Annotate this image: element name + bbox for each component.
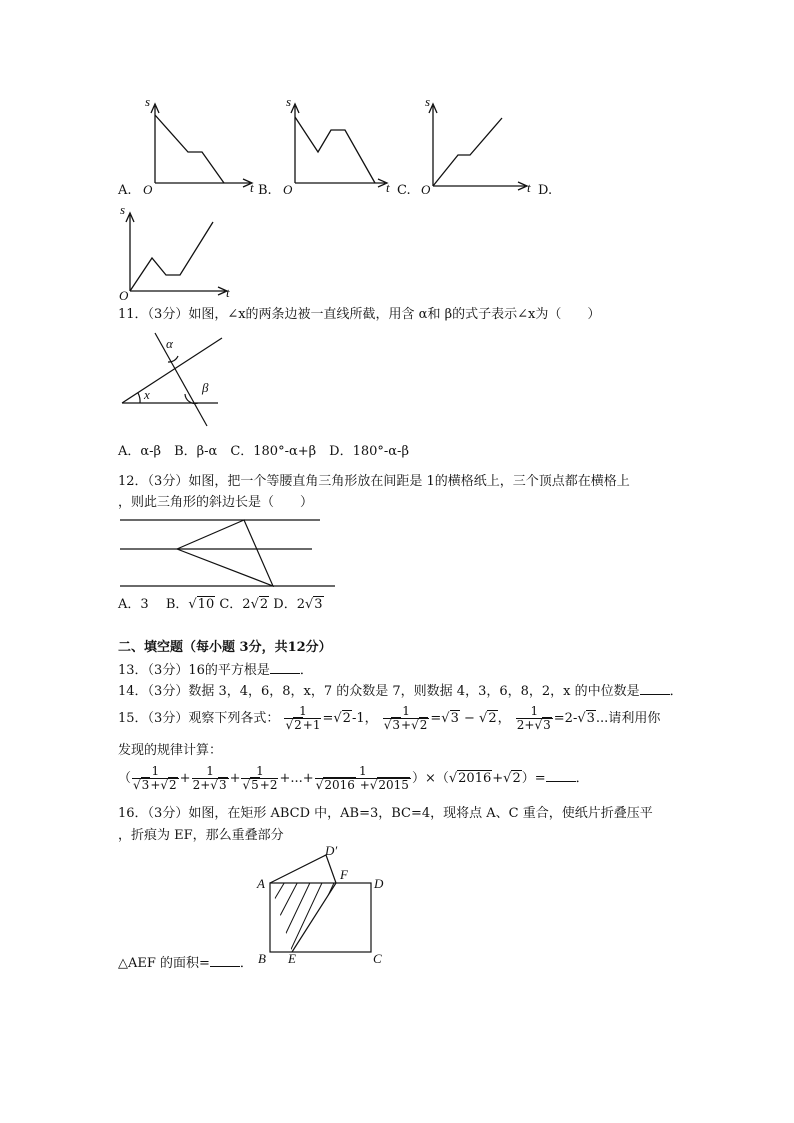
q15-f2-den-b: 2: [419, 718, 428, 732]
q13-stem: 13．（3分）16的平方根是: [118, 663, 270, 678]
q15-mult-b: 2: [512, 771, 521, 786]
q12-option-c: C．2: [219, 597, 251, 612]
q15-f3-denominator: 2+√3: [516, 718, 551, 732]
q16-line2: ，折痕为 EF，那么重叠部分: [118, 828, 284, 843]
q15-f2-rhs-b: 2: [488, 711, 497, 726]
q11-x-label: x: [144, 387, 150, 402]
q15-f2-denominator: √3+√2: [383, 718, 428, 732]
q15-f3-den-b: 3: [543, 718, 551, 732]
q15-ellipsis: +...+: [279, 771, 314, 786]
option-d-label: D.: [538, 183, 553, 198]
q15-end: ．: [575, 771, 589, 786]
q15-f2-rhs-tail: ，: [497, 711, 511, 726]
q12-stem-line1: 12．（3分）如图，把一个等腰直角三角形放在间距是 1的横格纸上，三个顶点都在横格上: [118, 474, 630, 489]
q15-c4-numerator: 1: [358, 764, 367, 778]
q16-line1: 16．（3分）如图，在矩形 ABCD 中，AB=3，BC=4，现将点 A、C 重合，使纸片折叠压平: [118, 806, 653, 821]
q14-stem: 14．（3分）数据 3，4，6，8，x，7 的众数是 7，则数据 4，3，6，8，2，x 的中位数是: [118, 684, 640, 699]
q12-stem-line2: ，则此三角形的斜边长是（ ）: [118, 495, 314, 510]
q15-c1-denominator: √3+√2: [133, 778, 177, 792]
q15-c1-numerator: 1: [151, 764, 160, 778]
q14-end: ．: [669, 684, 683, 699]
q15-f2-rhs-a: 3: [450, 711, 459, 726]
q12-option-c-radicand: 2: [259, 597, 269, 612]
q16-answer: [118, 954, 253, 972]
q15-f3-numerator: 1: [530, 704, 539, 718]
graph-d-origin: O: [119, 288, 129, 303]
graph-d-t-label: t: [226, 285, 230, 300]
option-b-label: B.: [258, 183, 272, 198]
q15-c1-den-a: 3: [141, 778, 150, 792]
q15-c2-den-pre: 2+: [192, 778, 211, 792]
q15-calc-mid: ）×（: [411, 771, 449, 786]
q15-f2-rhs-minus: −: [459, 711, 480, 726]
graph-d-s-label: s: [120, 202, 126, 217]
q16-label-f: F: [340, 867, 348, 882]
q15-c1-den-b: 2: [169, 778, 177, 792]
graph-b-t-label: t: [386, 180, 390, 195]
q12-option-d: D．2: [273, 597, 305, 612]
graph-c-origin: O: [421, 182, 431, 197]
q15-fraction-3: [516, 705, 553, 732]
q13-text: [118, 661, 313, 679]
section-heading: 二、填空题（每小题 3分，共12分）: [118, 640, 332, 655]
q15-term-last: [315, 765, 411, 792]
q15-term-1: [132, 765, 179, 792]
q15-f2-den-a: 3: [392, 718, 401, 732]
q16-label-a: A: [257, 876, 265, 891]
q11-stem: 11．（3分）如图，∠x的两条边被一直线所截，用含 α和 β的式子表示∠x为（ ）: [118, 307, 601, 322]
q16-figure: [0, 0, 794, 200]
q15-mult-a: 2016: [458, 771, 492, 786]
q15-fraction-2: [383, 705, 430, 732]
graph-b-origin: O: [283, 182, 293, 197]
q15-c3-den-a: 5: [251, 778, 259, 792]
q15-c3-den-tail: +2: [259, 778, 278, 792]
q15-c2-den-b: 3: [218, 778, 227, 792]
q15-c1-den-plus: +: [150, 778, 161, 792]
q14-text: [118, 682, 683, 700]
q11-alpha-label: α: [166, 336, 173, 351]
q15-f1-rhs-rad: 2: [342, 711, 351, 726]
q15-c2-numerator: 1: [206, 764, 214, 778]
q15-calc-open: （: [118, 771, 132, 786]
q14-blank: [640, 682, 670, 695]
q12-option-b-radicand: 10: [197, 597, 215, 612]
q15-f1-numerator: 1: [299, 704, 307, 718]
q15-mult-plus: +: [492, 771, 504, 786]
graph-a-s-label: s: [145, 94, 151, 109]
q15-f2-den-plus: +: [401, 718, 412, 732]
q15-f3-rhs-pre: =2-: [553, 711, 578, 726]
q15-term-2: [192, 765, 229, 792]
q15-c4-den-a: 2016: [324, 778, 355, 792]
q16-label-d-prime: D′: [325, 843, 338, 858]
q15-f2-numerator: 1: [402, 704, 410, 718]
q16-end: ．: [239, 956, 253, 971]
q16-label-e: E: [288, 951, 296, 966]
q13-end: ．: [299, 663, 313, 678]
q16-label-d: D: [374, 876, 384, 891]
q11-beta-label: β: [202, 380, 209, 395]
q15-prefix: 15．（3分）观察下列各式：: [118, 711, 280, 726]
graph-a-origin: O: [143, 182, 153, 197]
q15-calc-end: ）=: [521, 771, 546, 786]
q15-f1-den-rad: 2: [294, 718, 302, 732]
q16-label-b: B: [258, 951, 266, 966]
q11-options: A．α-β B．β-α C．180°-α+β D．180°-α-β: [118, 444, 409, 459]
q15-c4-den-b: 2015: [378, 778, 409, 792]
q15-c3-denominator: √5+2: [242, 778, 278, 792]
q12-option-b: B．: [165, 597, 189, 612]
option-c-label: C.: [397, 183, 411, 198]
q16-answer-prefix: △AEF 的面积=: [118, 956, 210, 971]
q15-c3-numerator: 1: [256, 764, 264, 778]
q15-blank: [546, 769, 576, 782]
q12-options: A．3 B．√10 C．2√2 D．2√3: [118, 597, 323, 612]
q15-f1-denominator: √2+1: [285, 718, 321, 732]
q15-c4-denominator: √2016 +√2015: [315, 778, 409, 792]
q15-f1-rhs-tail: -1，: [351, 711, 378, 726]
q12-option-a: A．3: [118, 597, 149, 612]
q15-f1-den-tail: +1: [302, 718, 321, 732]
q15-fraction-1: [284, 705, 321, 732]
graph-c-s-label: s: [425, 94, 431, 109]
q15-c2-denominator: 2+√3: [192, 778, 227, 792]
q15-line1: 15．（3分）观察下列各式： $\frac{1}{√2+1}$ =√2-1， $\frac{1}{√3+√2}$ =√3 − √2， $\frac{1}{2+√3}$ =2-√3...请利用你: [118, 704, 661, 732]
q16-label-c: C: [373, 951, 382, 966]
q15-term-3: [241, 765, 278, 792]
q15-c4-den-plus: +: [355, 778, 370, 792]
q12-option-d-radicand: 3: [314, 597, 323, 612]
q13-blank: [270, 661, 300, 674]
graph-a-t-label: t: [250, 180, 254, 195]
q16-blank: [210, 954, 240, 967]
graph-b-s-label: s: [286, 94, 292, 109]
q15-f3-den-pre: 2+: [516, 718, 535, 732]
option-a-label: A.: [118, 183, 132, 198]
q15-line2: 发现的规律计算：: [118, 743, 223, 758]
graph-c-t-label: t: [527, 180, 531, 195]
q15-f3-rhs-b: 3: [586, 711, 595, 726]
q15-calculation: （ $\frac{1}{√3+√2}$ + $\frac{1}{2+√3}$ + $\frac{1}{√5+2}$ +...+ $\frac{1}{√2016 +√2015}$ ）×（√2016+√2）= ．: [118, 764, 589, 792]
q15-f3-rhs-tail: ...请利用你: [595, 711, 661, 726]
